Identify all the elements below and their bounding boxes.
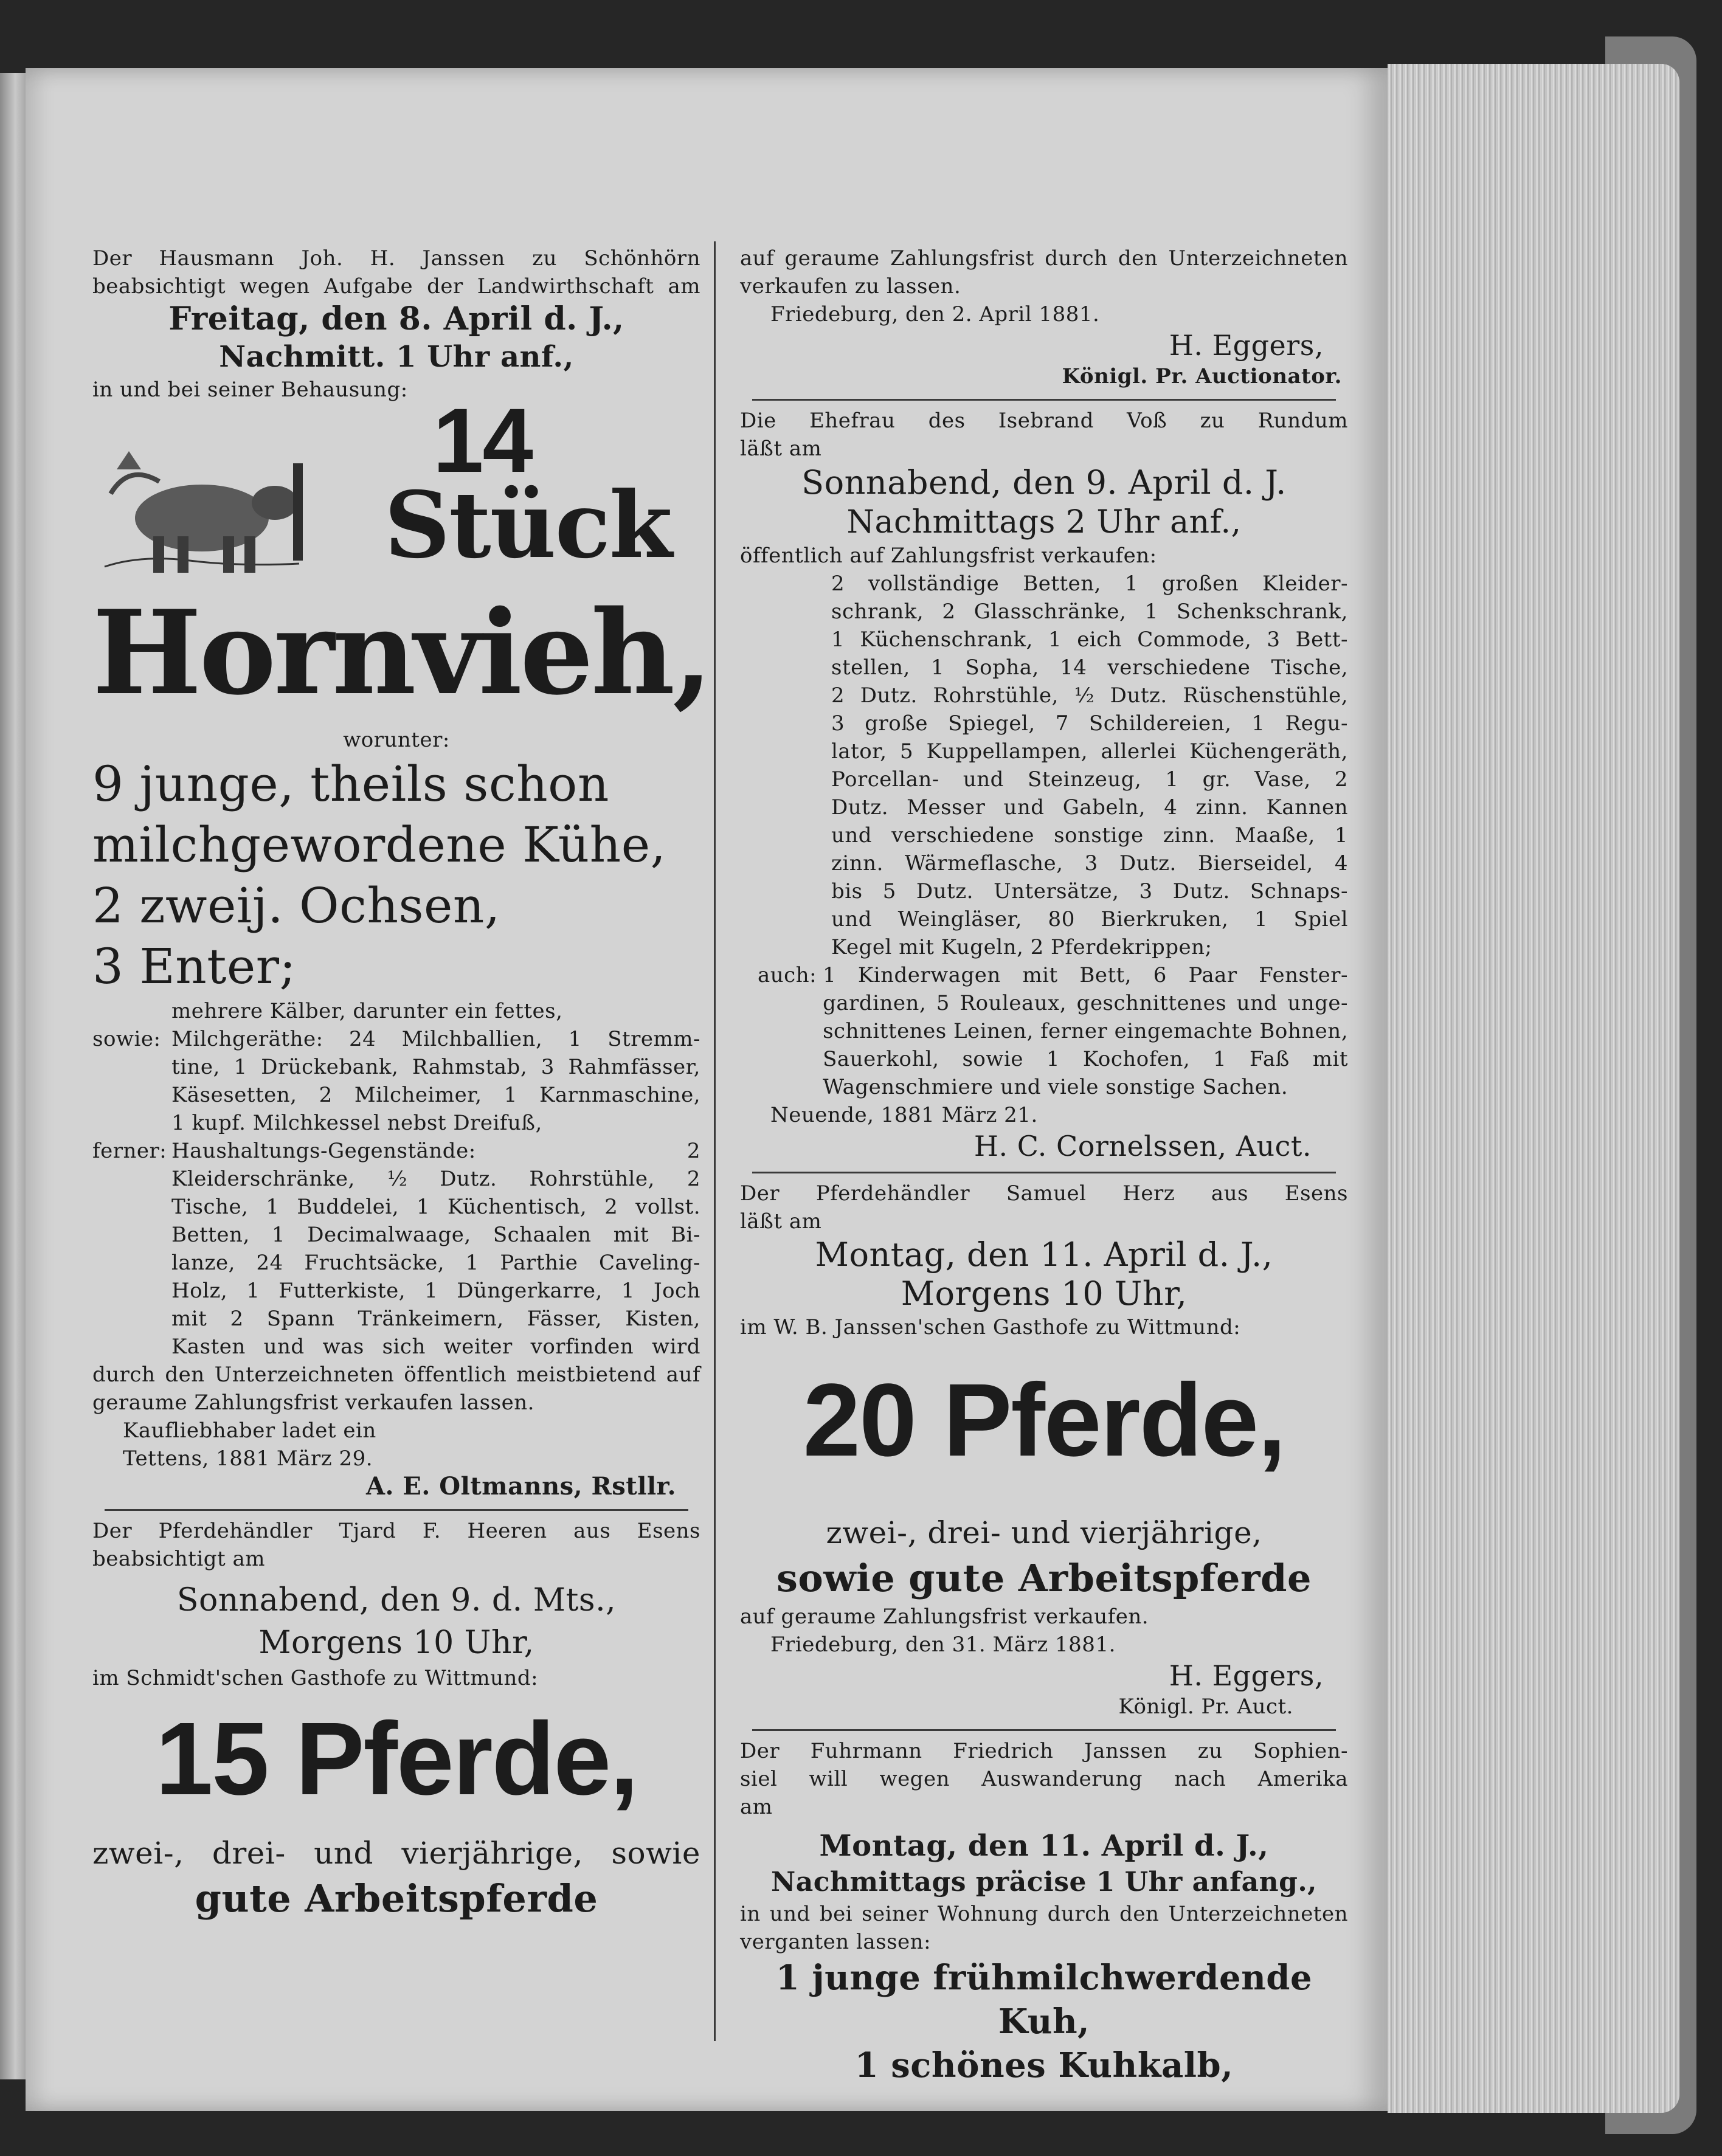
ad-divider — [752, 1172, 1336, 1173]
item-line: Porcellan- und Steinzeug, 1 gr. Vase, 2 — [831, 767, 1348, 792]
item-line: und verschiedene sonstige zinn. Maaße, 1 — [831, 823, 1348, 848]
left-column — [92, 244, 711, 1923]
ad-signature: H. C. Cornelssen, Auct. — [973, 1130, 1312, 1163]
ad-vos-auction — [740, 407, 1348, 1163]
sowie-row — [92, 1025, 700, 1137]
ferner-line: Kasten und was sich weiter vorfinden wird — [171, 1335, 700, 1359]
ferner-line: lanze, 24 Fruchtsäcke, 1 Parthie Caveling- — [171, 1251, 700, 1275]
ferner-line: Haushaltungs-Gegenstände: 2 — [171, 1139, 700, 1163]
ad-time: Nachmittags präcise 1 Uhr anfang., — [771, 1867, 1317, 1898]
item-line: 3 große Spiegel, 7 Schildereien, 1 Regu- — [831, 711, 1348, 736]
headline-pferde: 15 Pferde, — [155, 1701, 638, 1817]
ad-item: Kuh, — [998, 2002, 1090, 2042]
ad-divider — [752, 1729, 1336, 1731]
ad-intro-line: Der Fuhrmann Friedrich Janssen zu Sophien- — [740, 1739, 1348, 1763]
ferner-line: Holz, 1 Futterkiste, 1 Düngerkarre, 1 Joch — [171, 1279, 700, 1303]
ad-date: Freitag, den 8. April d. J., — [168, 300, 624, 337]
ad-subline: gute Arbeitspferde — [195, 1876, 598, 1921]
sowie-line: Käsesetten, 2 Milcheimer, 1 Karnmaschine, — [171, 1083, 700, 1107]
ad-15-pferde — [92, 1517, 700, 1923]
ad-intro-line: Der Hausmann Joh. H. Janssen zu Schönhörn — [92, 246, 700, 271]
place-date: Neuende, 1881 März 21. — [770, 1103, 1038, 1127]
item-line: zinn. Wärmeflasche, 3 Dutz. Bierseidel, 4 — [831, 851, 1348, 876]
ad-list-item: 2 zweij. Ochsen, — [92, 877, 500, 934]
item-list — [740, 570, 1348, 961]
previous-page-edge — [0, 73, 26, 2079]
page-stack-edge — [1388, 64, 1679, 2113]
ad-intro-line: läßt am — [740, 1209, 822, 1234]
ferner-line: durch den Unterzeichneten öffentlich meistbietend auf — [92, 1363, 700, 1387]
item-line: 2 Dutz. Rohrstühle, ½ Dutz. Rüschenstühle, — [831, 683, 1348, 708]
newspaper-page — [26, 68, 1388, 2111]
ad-subline: zwei-, drei- und vierjährige, sowie — [92, 1836, 700, 1871]
ferner-line: Tische, 1 Buddelei, 1 Küchentisch, 2 vollst. — [171, 1195, 700, 1219]
sowie-line: 1 kupf. Milchkessel nebst Dreifuß, — [171, 1111, 542, 1135]
item-line: und Weingläser, 80 Bierkruken, 1 Spiel — [831, 907, 1348, 931]
ad-list-item: milchgewordene Kühe, — [92, 817, 666, 873]
ad-place: im W. B. Janssen'schen Gasthofe zu Wittmund: — [740, 1315, 1241, 1339]
ad-time: Morgens 10 Uhr, — [258, 1625, 534, 1661]
ad-terms: auf geraume Zahlungsfrist verkaufen. — [740, 1605, 1149, 1629]
ad-item: 1 schönes Kuhkalb, — [854, 2045, 1234, 2085]
item-line: Kegel mit Kugeln, 2 Pferdekrippen; — [831, 935, 1212, 959]
auch-line: schnittenes Leinen, ferner eingemachte Bohnen, — [823, 1019, 1348, 1043]
ad-janssen-auction — [740, 1737, 1348, 2087]
ad-intro-line: läßt am — [740, 437, 822, 461]
ad-subline: zwei-, drei- und vierjährige, — [826, 1515, 1262, 1550]
place-date: Friedeburg, den 31. März 1881. — [770, 1633, 1116, 1657]
item-line: bis 5 Dutz. Untersätze, 3 Dutz. Schnaps- — [831, 879, 1348, 904]
ad-place: verganten lassen: — [740, 1930, 932, 1954]
ad-date: Montag, den 11. April d. J., — [819, 1829, 1269, 1863]
ad-intro-line: Der Pferdehändler Samuel Herz aus Esens — [740, 1181, 1348, 1206]
ad-intro-line: Die Ehefrau des Isebrand Voß zu Rundum — [740, 409, 1348, 433]
place-date: Friedeburg, den 2. April 1881. — [770, 302, 1100, 327]
ferner-line: geraume Zahlungsfrist verkaufen lassen. — [92, 1391, 534, 1415]
ad-intro-line: beabsichtigt am — [92, 1547, 265, 1571]
ad-signature: A. E. Oltmanns, Rstllr. — [366, 1472, 676, 1501]
ad-divider — [752, 399, 1336, 401]
auch-line: Sauerkohl, sowie 1 Kochofen, 1 Faß mit — [823, 1047, 1348, 1071]
ferner-line: mit 2 Spann Tränkeimern, Fässer, Kisten, — [171, 1307, 700, 1331]
ferner-line: Betten, 1 Decimalwaage, Schaalen mit Bi- — [171, 1223, 700, 1247]
ad-intro-line: beabsichtigt wegen Aufgabe der Landwirthschaft am — [92, 274, 700, 299]
ad-intro-line: am — [740, 1795, 773, 1819]
ad-20-pferde — [740, 1180, 1348, 1721]
auch-row — [740, 961, 1348, 1101]
ad-divider — [105, 1509, 688, 1511]
auch-line: Wagenschmiere und viele sonstige Sachen. — [823, 1075, 1288, 1099]
ad-place: in und bei seiner Behausung: — [92, 378, 408, 402]
ad-date: Sonnabend, den 9. d. Mts., — [176, 1582, 617, 1619]
ad-line: auf geraume Zahlungsfrist durch den Unterzeichneten — [740, 246, 1348, 271]
ad-time: Nachmittags 2 Uhr anf., — [846, 504, 1242, 541]
ad-signature: H. Eggers, — [1169, 329, 1324, 362]
item-line: schrank, 2 Glasschränke, 1 Schenkschrank, — [831, 599, 1348, 624]
ferner-line: Kleiderschränke, ½ Dutz. Rohrstühle, 2 — [171, 1167, 700, 1191]
ad-signature-title: Königl. Pr. Auct. — [1118, 1695, 1293, 1719]
headline-count: 14 — [433, 389, 532, 491]
auch-line: 1 Kinderwagen mit Bett, 6 Paar Fenster- — [823, 963, 1348, 987]
auch-label: auch: — [758, 963, 817, 987]
headline-unit: Stück — [384, 472, 671, 579]
sowie-label: sowie: — [92, 1027, 161, 1051]
sowie-line: Milchgeräthe: 24 Milchballien, 1 Stremm- — [171, 1027, 700, 1051]
ad-list-item: 9 junge, theils schon — [92, 756, 609, 812]
ad-line: verkaufen zu lassen. — [740, 274, 961, 299]
ad-list-item: 3 Enter; — [92, 938, 296, 995]
item-line: Dutz. Messer und Gabeln, 4 zinn. Kannen — [831, 795, 1348, 820]
headline-item: Hornvieh, — [92, 585, 711, 720]
ad-item: 1 junge frühmilchwerdende — [775, 1958, 1313, 1998]
ad-lead: öffentlich auf Zahlungsfrist verkaufen: — [740, 544, 1157, 568]
ferner-label: ferner: — [92, 1139, 167, 1163]
ad-date: Sonnabend, den 9. April d. J. — [801, 463, 1287, 502]
ad-kalber: mehrere Kälber, darunter ein fettes, — [171, 999, 563, 1023]
ad-signature: H. Eggers, — [1169, 1659, 1324, 1692]
ad-hornvieh — [92, 244, 711, 1501]
ad-place: im Schmidt'schen Gasthofe zu Wittmund: — [92, 1666, 539, 1690]
auch-line: gardinen, 5 Rouleaux, geschnittenes und unge- — [823, 991, 1348, 1015]
item-line: 2 vollständige Betten, 1 großen Kleider- — [831, 572, 1348, 596]
column-rule — [714, 241, 716, 2041]
ad-subline: sowie gute Arbeitspferde — [776, 1556, 1312, 1600]
item-line: 1 Küchenschrank, 1 eich Commode, 3 Bett- — [831, 627, 1348, 652]
ad-intro-line: siel will wegen Auswanderung nach Amerika — [740, 1767, 1348, 1791]
item-line: stellen, 1 Sopha, 14 verschiedene Tische, — [831, 655, 1348, 680]
ad-continuation — [740, 244, 1348, 390]
ad-time: Morgens 10 Uhr, — [901, 1274, 1188, 1313]
ad-worunter: worunter: — [343, 728, 450, 752]
ad-signature-title: Königl. Pr. Auctionator. — [1062, 364, 1342, 389]
ad-time: Nachmitt. 1 Uhr anf., — [219, 340, 574, 374]
headline-pferde: 20 Pferde, — [803, 1363, 1285, 1478]
ad-place: in und bei seiner Wohnung durch den Unterzeichneten — [740, 1902, 1348, 1926]
right-column — [740, 244, 1348, 2087]
sowie-line: tine, 1 Drückebank, Rahmstab, 3 Rahmfässer, — [171, 1055, 700, 1079]
closing-line: Tettens, 1881 März 29. — [123, 1446, 373, 1471]
ad-date: Montag, den 11. April d. J., — [815, 1235, 1273, 1274]
item-line: lator, 5 Kuppellampen, allerlei Küchengeräth, — [831, 739, 1348, 764]
ferner-row — [92, 1137, 700, 1361]
closing-line: Kaufliebhaber ladet ein — [123, 1418, 376, 1443]
ad-intro-line: Der Pferdehändler Tjard F. Heeren aus Esens — [92, 1519, 700, 1543]
